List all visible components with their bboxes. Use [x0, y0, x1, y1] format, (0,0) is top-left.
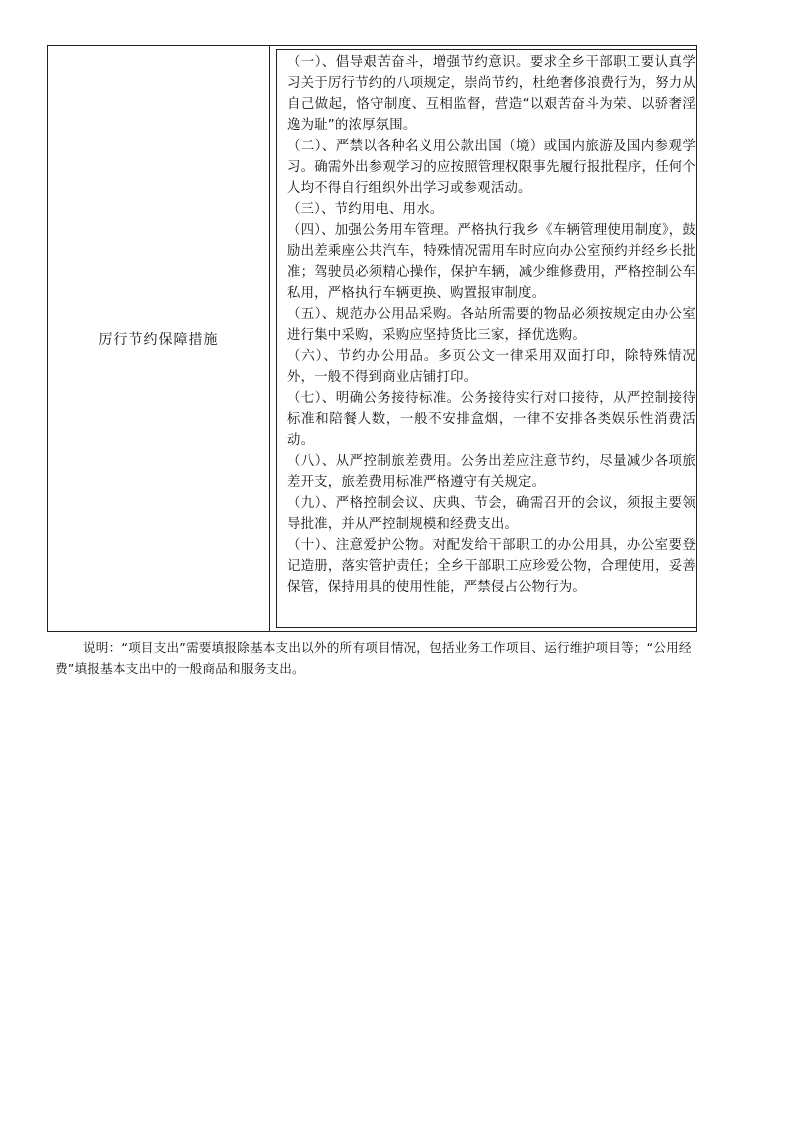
measure-item-7: （七）、明确公务接待标准。公务接待实行对口接待，从严控制接待标准和陪餐人数，一般不安排盒烟，一律不安排各类娱乐性消费活动。 — [287, 391, 696, 448]
measure-item-1: （一）、倡导艰苦奋斗，增强节约意识。要求全乡干部职工要认真学习关于厉行节约的八项规定，崇尚节约，杜绝奢侈浪费行为，努力从自己做起，恪守制度、互相监督，营造“以艰苦奋斗为荣、以骄奢淫逸为耻”的浓厚氛围。 — [287, 55, 696, 133]
measure-item-8: （八）、从严控制旅差费用。公务出差应注意节约，尽量减少各项旅差开支，旅差费用标准严格遵守有关规定。 — [287, 454, 696, 490]
measures-table — [47, 45, 697, 632]
row-label: 厉行节约保障措施 — [98, 331, 219, 348]
measure-item-10: （十）、注意爱护公物。对配发给干部职工的办公用具，办公室要登记造册，落实管护责任；全乡干部职工应珍爱公物，合理使用，妥善保管，保持用具的使用性能，严禁侵占公物行为。 — [287, 538, 696, 595]
measure-item-9: （九）、严格控制会议、庆典、节会，确需召开的会议，须报主要领导批准，并从严控制规模和经费支出。 — [287, 496, 696, 532]
label-cell — [48, 46, 270, 631]
measure-item-4: （四）、加强公务用车管理。严格执行我乡《车辆管理使用制度》，鼓励出差乘座公共汽车，特殊情况需用车时应向办公室预约并经乡长批准；驾驶员必须精心操作，保护车辆，减少维修费用，严格控制公车私用，严格执行车辆更换、购置报审制度。 — [287, 223, 696, 301]
measure-item-6: （六）、节约办公用品。多页公文一律采用双面打印，除特殊情况外，一般不得到商业店铺打印。 — [287, 349, 696, 385]
content-cell — [270, 46, 696, 631]
measure-item-3: （三）、节约用电、用水。 — [287, 202, 444, 217]
measure-item-5: （五）、规范办公用品采购。各站所需要的物品必须按规定由办公室进行集中采购，采购应坚持货比三家，择优选购。 — [287, 307, 696, 343]
content-box — [276, 49, 696, 628]
measure-item-2: （二）、严禁以各种名义用公款出国（境）或国内旅游及国内参观学习。确需外出参观学习的应按照管理权限事先履行报批程序，任何个人均不得自行组织外出学习或参观活动。 — [287, 139, 696, 196]
footnote: 说明：“项目支出”需要填报除基本支出以外的所有项目情况，包括业务工作项目、运行维护项目等；“公用经费”填报基本支出中的一般商品和服务支出。 — [55, 640, 692, 676]
